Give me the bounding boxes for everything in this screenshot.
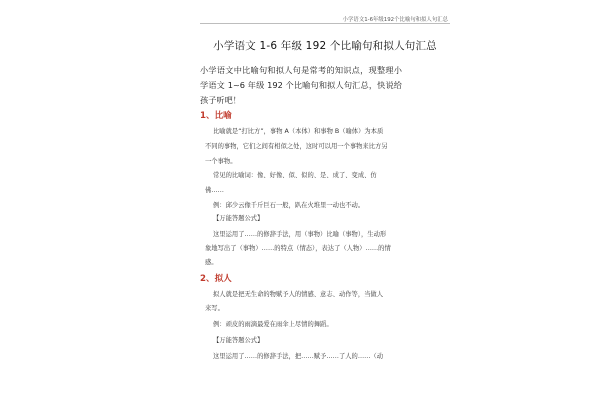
- metaphor-formula-label: 【万能答题公式】: [213, 215, 264, 222]
- metaphor-definition-line: 不同的事物，它们之间有相似之处，这时可以用一个事物来比方另: [205, 143, 388, 150]
- metaphor-words-line: 佛……: [205, 187, 224, 194]
- metaphor-definition-line: 一个事物。: [205, 158, 237, 165]
- section-heading-personification: 2、拟人: [200, 274, 232, 284]
- personification-definition-line: 来写。: [205, 305, 224, 312]
- intro-paragraph: 小学语文中比喻句和拟人句是常考的知识点，现整理小学语文 1~6 年级 192 个比喻句和拟人句汇总，快说给孩子听吧！: [200, 65, 402, 105]
- metaphor-formula-line: 感。: [205, 259, 218, 266]
- metaphor-definition-line: 比喻就是“打比方”，事物 A（本体）和事物 B（喻体）为本质: [213, 128, 384, 135]
- metaphor-example: 例：邱少云像千斤巨石一般，趴在火堆里一动也不动。: [213, 202, 365, 209]
- running-header: 小学语文1-6年级192个比喻句和拟人句汇总: [342, 17, 448, 23]
- header-divider: [200, 23, 450, 24]
- personification-definition-line: 拟人就是把无生命的物赋予人的情感、意志、动作等，当做人: [213, 291, 384, 298]
- personification-formula-line: 这里运用了……的修辞手法，把……赋予……了人的……（动: [213, 353, 384, 360]
- metaphor-formula-line: 象地写出了（事物）……的特点（情态），表达了（人物）……的情: [205, 245, 391, 252]
- metaphor-words-line: 常见的比喻词：像、好像、似、似的、是、成了、变成、仿: [213, 172, 377, 179]
- page-title: 小学语文 1-6 年级 192 个比喻句和拟人句汇总: [213, 40, 437, 52]
- section-heading-metaphor: 1、比喻: [200, 111, 232, 121]
- personification-example: 例：顽皮的雨滴最爱在雨伞上尽情的舞蹈。: [213, 321, 333, 328]
- metaphor-formula-line: 这里运用了……的修辞手法，用（事物）比喻（事物），生动形: [213, 231, 387, 238]
- personification-formula-label: 【万能答题公式】: [213, 337, 264, 344]
